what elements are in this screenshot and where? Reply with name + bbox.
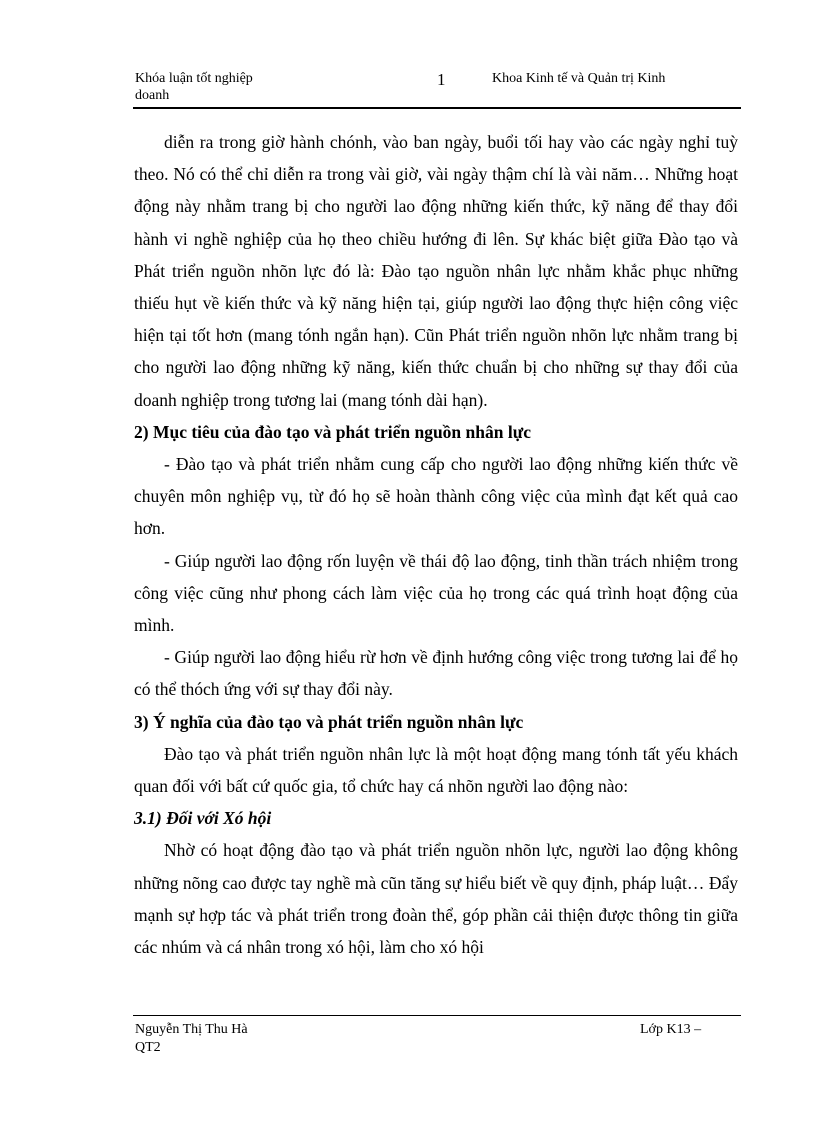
section-heading: 3) Ý nghĩa của đào tạo và phát triển nguồn nhân lực — [134, 711, 524, 732]
paragraph: - Giúp người lao động hiểu rừ hơn về định hướng công việc trong tương lai để họ có thể thóch ứng với sự thay đổi này. — [134, 647, 738, 700]
paragraph: Nhờ có hoạt động đào tạo và phát triển nguồn nhõn lực, người lao động không những nõng cao được tay nghề mà cũn tăng sự hiểu biết về quy định, pháp luật… Đẩy mạnh sự hợp tác và phát triển trong đoàn thể, góp phần cải thiện được thông tin giữa các nhúm và cá nhân trong xó hội, làm cho xó hội — [134, 840, 738, 958]
paragraph: - Giúp người lao động rốn luyện về thái độ lao động, tinh thần trách nhiệm trong công việc cũng như phong cách làm việc của họ trong các quá trình hoạt động của mình. — [134, 550, 738, 636]
header-left-line1: Khóa luận tốt nghiệp — [135, 71, 253, 86]
footer-class: Lớp K13 – — [640, 1022, 702, 1037]
page-number: 1 — [437, 70, 446, 89]
footer-author-line2: QT2 — [135, 1040, 161, 1055]
paragraph: diễn ra trong giờ hành chónh, vào ban ngày, buổi tối hay vào các ngày nghỉ tuỳ theo. Nó có thể chỉ diễn ra trong vài giờ, vài ngày thậm chí là vài năm… Những hoạt động này nhằm trang bị cho người lao động những kiến thức, kỹ năng để thay đổi hành vi nghề nghiệp của họ theo chiều hướng đi lên. Sự khác biệt giữa Đào tạo và Phát triển nguồn nhõn lực đó là: Đào tạo nguồn nhân lực nhằm khắc phục những thiếu hụt về kiến thức và kỹ năng hiện tại, giúp người lao động thực hiện công việc hiện tại tốt hơn (mang tónh ngắn hạn). Cũn Phát triển nguồn nhõn lực nhằm trang bị cho người lao động những kỹ năng, kiến thức chuẩn bị cho những sự thay đổi của doanh nghiệp trong tương lai (mang tónh dài hạn). — [134, 132, 738, 410]
footer-author: Nguyễn Thị Thu Hà — [135, 1022, 248, 1037]
page-body — [134, 126, 738, 963]
footer-rule — [133, 1015, 741, 1016]
header-rule — [133, 107, 741, 109]
section-heading: 2) Mục tiêu của đào tạo và phát triển nguồn nhân lực — [134, 421, 531, 442]
paragraph: - Đào tạo và phát triển nhằm cung cấp cho người lao động những kiến thức về chuyên môn nghiệp vụ, từ đó họ sẽ hoàn thành công việc của mình đạt kết quả cao hơn. — [134, 454, 738, 539]
footer-left — [135, 1021, 285, 1057]
page-header — [135, 70, 740, 110]
subsection-heading: 3.1) Đối với Xó hội — [134, 808, 272, 829]
header-right: Khoa Kinh tế và Quản trị Kinh — [492, 71, 666, 86]
paragraph: Đào tạo và phát triển nguồn nhân lực là một hoạt động mang tónh tất yếu khách quan đối với bất cứ quốc gia, tổ chức hay cá nhõn người lao động nào: — [134, 743, 738, 797]
header-left — [135, 70, 285, 104]
header-left-line2: doanh — [135, 88, 170, 103]
